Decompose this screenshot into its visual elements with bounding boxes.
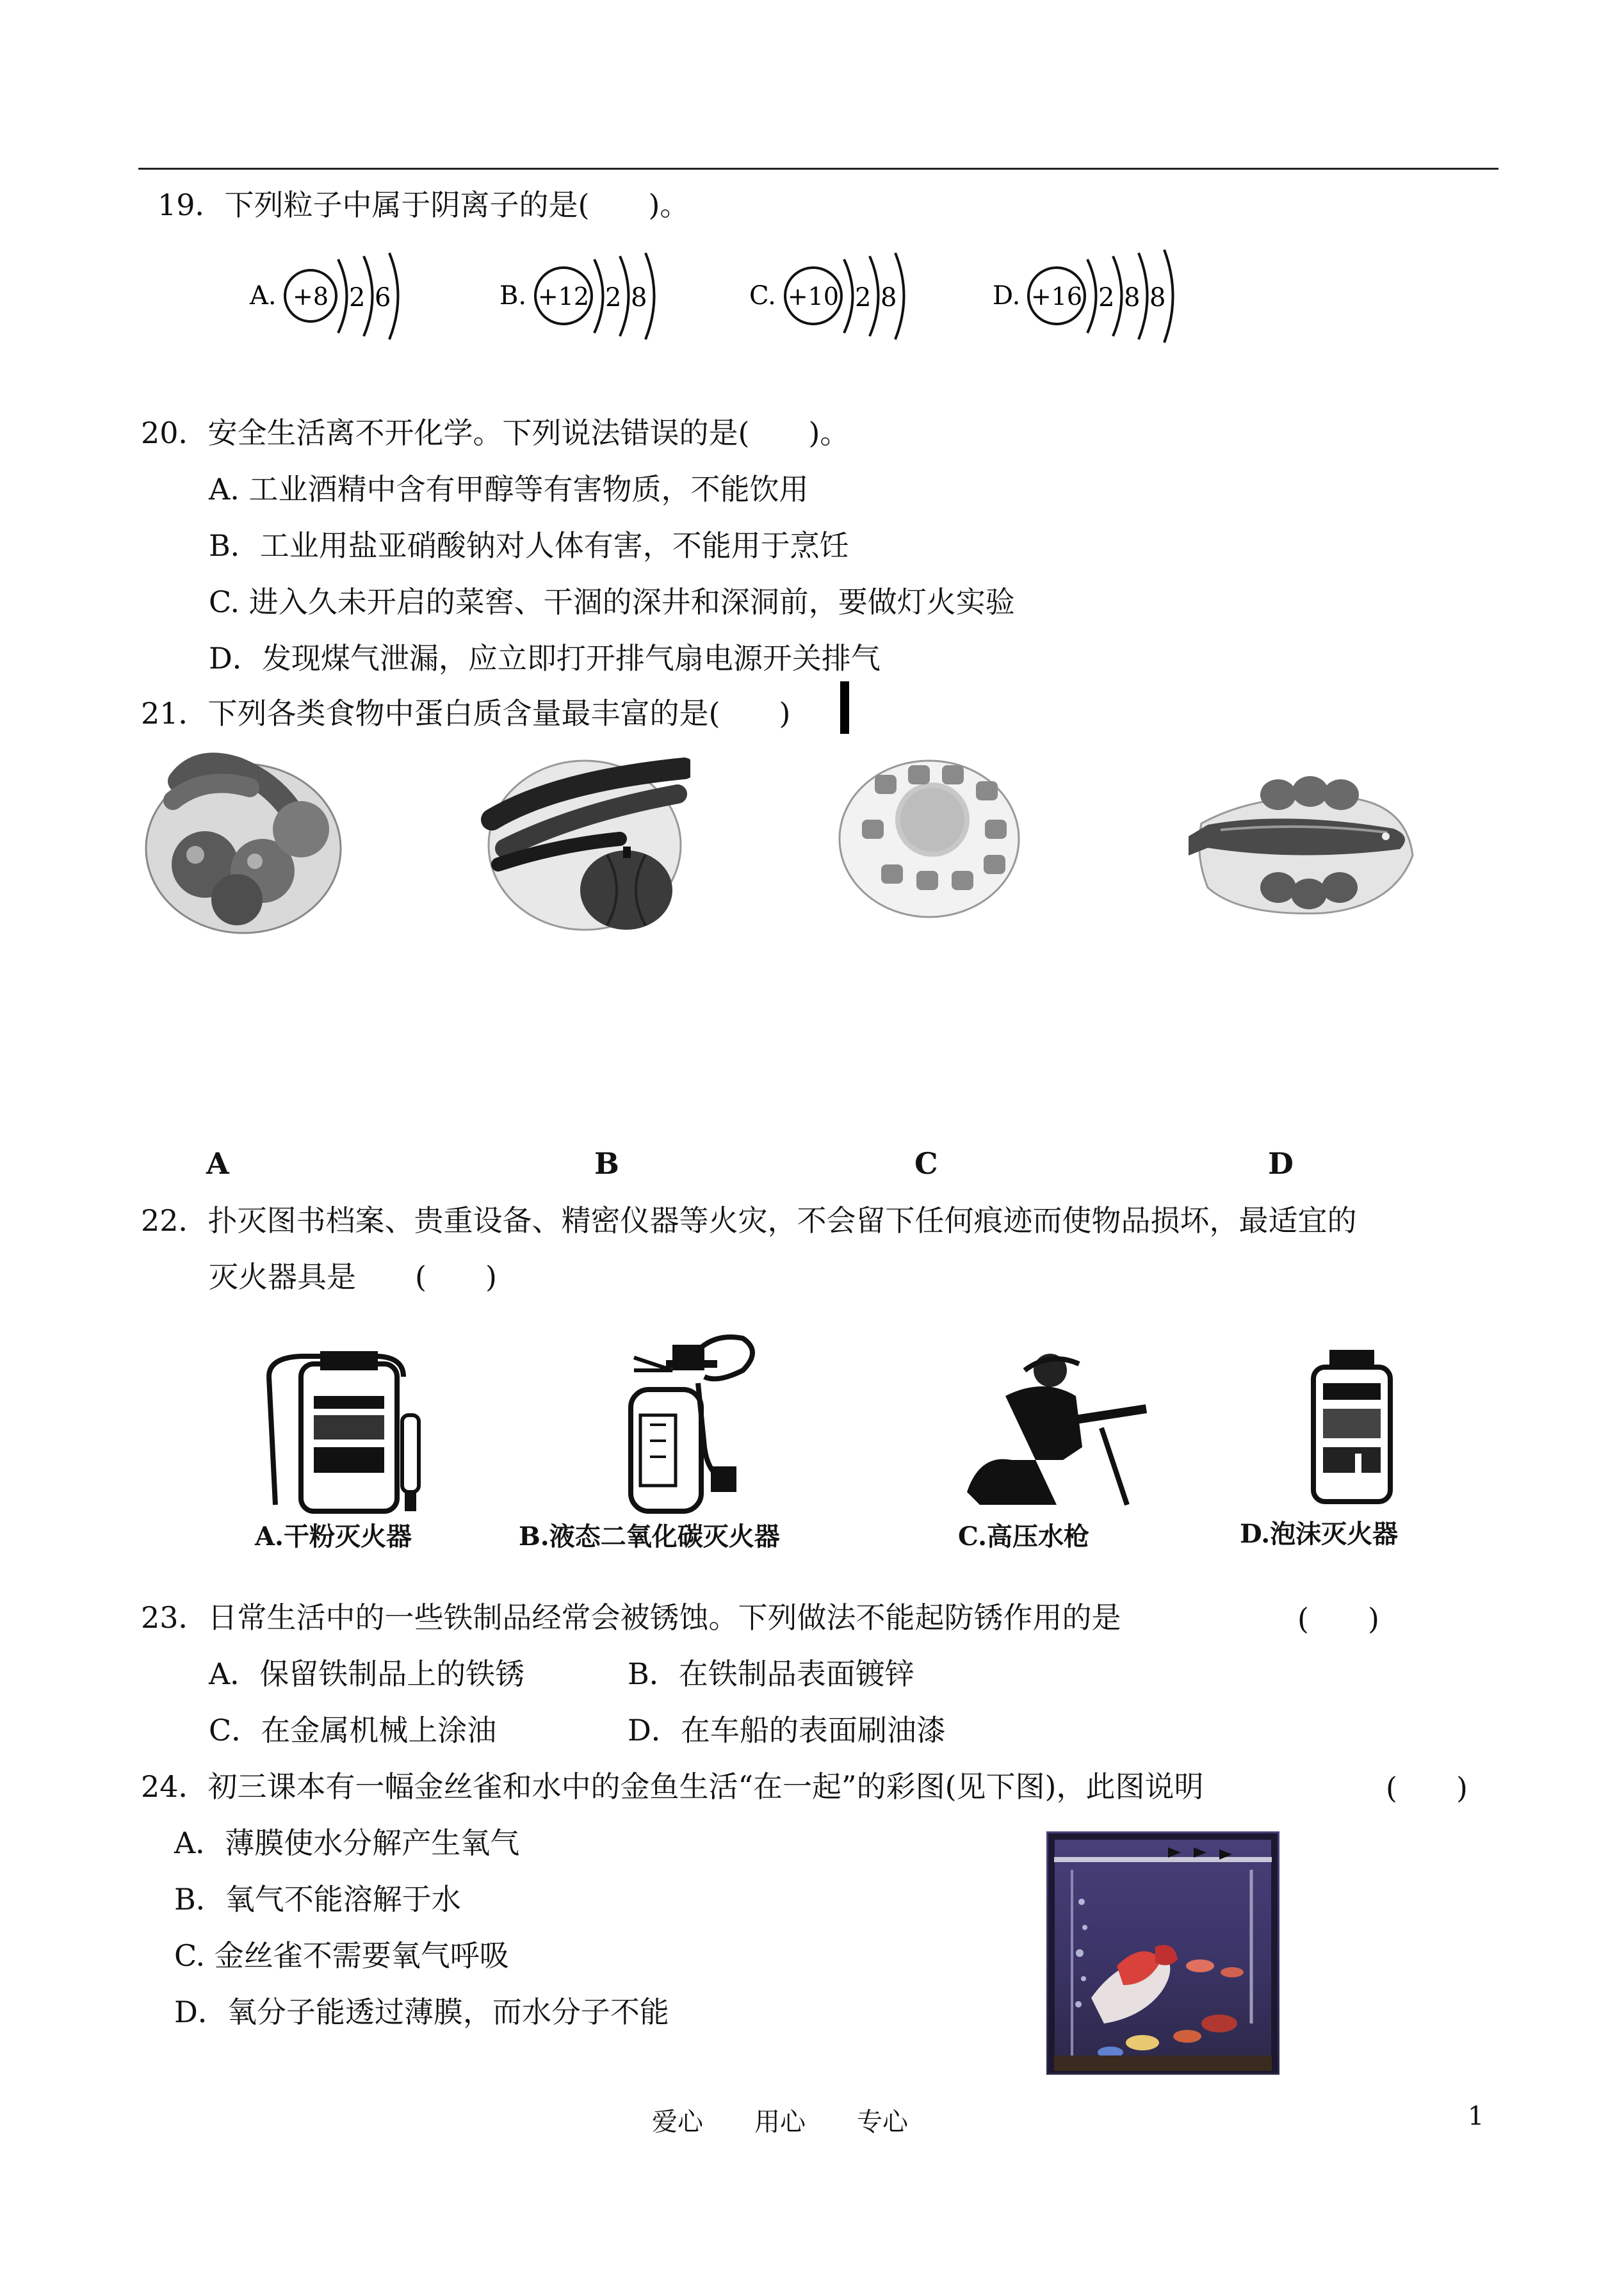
caption-foam: D.泡沫灭火器	[1240, 1519, 1399, 1549]
shell-electrons: 8	[881, 283, 897, 312]
q20-option-a[interactable]: A. 工业酒精中含有甲醇等有害物质，不能饮用	[209, 472, 809, 507]
header-rule	[138, 168, 1498, 170]
shell-electrons: 8	[631, 283, 647, 312]
q21-label-c[interactable]: C	[914, 1146, 938, 1181]
q23-stem: 23．日常生活中的一些铁制品经常会被锈蚀。下列做法不能起防锈作用的是	[141, 1600, 1121, 1635]
shell-arc	[338, 259, 347, 333]
shell-electrons: 8	[1124, 283, 1141, 312]
q19-option-d-letter: D.	[993, 281, 1021, 311]
text-cursor-bar	[840, 681, 849, 734]
q19-option-b-letter: B.	[499, 281, 527, 311]
food-image-fish-eggs[interactable]	[1182, 766, 1425, 926]
page-number: 1	[1468, 2102, 1484, 2131]
q20-option-c[interactable]: C. 进入久未开启的菜窖、干涸的深井和深洞前，要做灯火实验	[209, 585, 1015, 619]
nucleus-charge: +16	[1030, 282, 1083, 311]
q19-option-c[interactable]	[749, 253, 904, 339]
q22-stem-line2: 灭火器具是 ( )	[209, 1260, 497, 1294]
q20-option-d[interactable]: D．发现煤气泄漏，应立即打开排气扇电源开关排气	[209, 641, 881, 676]
q24-option-d[interactable]: D．氧分子能透过薄膜，而水分子不能	[174, 1995, 669, 2029]
shell-electrons: 2	[1098, 283, 1115, 312]
q23-option-d[interactable]: D．在车船的表面刷油漆	[628, 1713, 946, 1748]
q21-label-a[interactable]: A	[206, 1146, 229, 1181]
q24-option-b[interactable]: B．氧气不能溶解于水	[174, 1882, 461, 1917]
q19-atom-diagrams	[243, 237, 1178, 352]
q24-paren: ( )	[1386, 1771, 1468, 1805]
dry-powder-extinguisher-icon[interactable]	[256, 1338, 435, 1518]
shell-electrons: 2	[855, 283, 872, 312]
q23-paren: ( )	[1297, 1602, 1379, 1636]
q23-option-b[interactable]: B．在铁制品表面镀锌	[628, 1657, 914, 1691]
q22-stem-line1: 22．扑灭图书档案、贵重设备、精密仪器等火灾，不会留下任何痕迹而使物品损坏，最适宜的	[141, 1203, 1357, 1238]
co2-extinguisher-icon[interactable]	[596, 1319, 762, 1518]
food-image-vegetables[interactable]	[479, 743, 690, 935]
q24-stem: 24．初三课本有一幅金丝雀和水中的金鱼生活“在一起”的彩图(见下图)，此图说明	[141, 1769, 1204, 1804]
caption-dry-powder: A.干粉灭火器	[255, 1521, 412, 1552]
caption-co2: B.液态二氧化碳灭火器	[519, 1521, 780, 1552]
q19-option-c-letter: C.	[749, 281, 776, 311]
shell-electrons: 8	[1149, 283, 1166, 312]
shell-arc	[594, 259, 603, 333]
q20-option-b[interactable]: B．工业用盐亚硝酸钠对人体有害，不能用于烹饪	[209, 528, 849, 563]
food-image-fruit[interactable]	[141, 743, 346, 935]
q21-stem: 21．下列各类食物中蛋白质含量最丰富的是( )	[141, 696, 791, 731]
q19-option-a[interactable]	[249, 253, 398, 339]
nucleus-charge: +8	[292, 282, 329, 311]
shell-arc	[1087, 259, 1096, 333]
q19-stem: 19．下列粒子中属于阴离子的是( )。	[158, 188, 690, 222]
food-image-rice[interactable]	[836, 749, 1022, 922]
q19-option-d[interactable]	[993, 250, 1173, 343]
q20-stem: 20．安全生活离不开化学。下列说法错误的是( )。	[141, 416, 850, 450]
q23-option-c[interactable]: C．在金属机械上涂油	[209, 1713, 497, 1748]
q19-option-a-letter: A.	[250, 281, 277, 311]
q24-option-a[interactable]: A．薄膜使水分解产生氧气	[174, 1826, 520, 1860]
shell-electrons: 2	[605, 283, 622, 312]
foam-extinguisher-icon[interactable]	[1304, 1345, 1413, 1511]
q24-option-c[interactable]: C. 金丝雀不需要氧气呼吸	[174, 1938, 509, 1973]
caption-water-gun: C.高压水枪	[958, 1521, 1090, 1552]
aquarium-photo	[1046, 1831, 1279, 2075]
shell-electrons: 2	[349, 283, 366, 312]
q21-label-d[interactable]: D	[1268, 1146, 1294, 1181]
shell-arc	[844, 259, 853, 333]
nucleus-charge: +12	[537, 282, 590, 311]
q23-option-a[interactable]: A．保留铁制品上的铁锈	[209, 1657, 525, 1691]
nucleus-charge: +10	[787, 282, 840, 311]
q21-label-b[interactable]: B	[594, 1146, 619, 1181]
high-pressure-water-gun-icon[interactable]	[954, 1351, 1159, 1511]
shell-electrons: 6	[375, 283, 391, 312]
footer-motto: 爱心 用心 专心	[652, 2107, 908, 2137]
q19-option-b[interactable]	[499, 253, 654, 339]
